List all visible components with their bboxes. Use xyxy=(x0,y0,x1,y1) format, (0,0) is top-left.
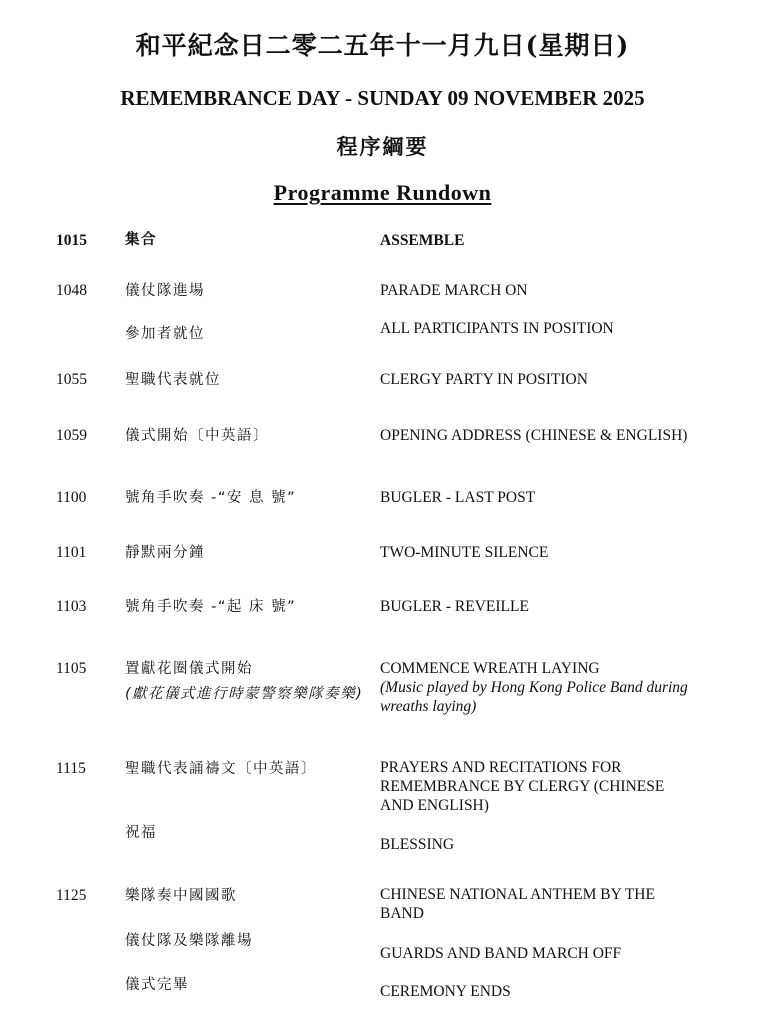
item-en: COMMENCE WREATH LAYING xyxy=(380,660,600,677)
item-time: 1125 xyxy=(56,887,87,904)
item-zh: 聖職代表誦禱文〔中英語〕 xyxy=(125,761,317,777)
item-en: PRAYERS AND RECITATIONS FOR REMEMBRANCE BY CLERGY (CHINESE AND ENGLISH) xyxy=(380,759,665,814)
item-time: 1100 xyxy=(56,489,87,506)
item-zh: 靜默兩分鐘 xyxy=(125,545,205,561)
subtitle-english xyxy=(0,180,765,206)
item-en: BLESSING xyxy=(380,836,455,853)
item-time: 1115 xyxy=(56,760,86,777)
item-time: 1101 xyxy=(56,544,87,561)
item-zh: 置獻花圈儀式開始 xyxy=(125,661,253,677)
item-en: CLERGY PARTY IN POSITION xyxy=(380,371,588,388)
title-chinese: 和平紀念日二零二五年十一月九日(星期日) xyxy=(135,31,630,60)
item-zh: 參加者就位 xyxy=(125,326,205,342)
item-zh: 集合 xyxy=(125,232,157,248)
item-en: ALL PARTICIPANTS IN POSITION xyxy=(380,320,614,337)
item-zh: 儀仗隊及樂隊離場 xyxy=(125,933,253,949)
item-en: GUARDS AND BAND MARCH OFF xyxy=(380,945,622,962)
item-zh-note: (獻花儀式進行時蒙警察樂隊奏樂) xyxy=(125,686,364,702)
item-en: CHINESE NATIONAL ANTHEM BY THE BAND xyxy=(380,886,655,922)
item-en: OPENING ADDRESS (CHINESE & ENGLISH) xyxy=(380,427,688,444)
item-en: BUGLER - REVEILLE xyxy=(380,598,529,615)
item-zh: 儀式開始〔中英語〕 xyxy=(125,428,269,444)
title-english: REMEMBRANCE DAY - SUNDAY 09 NOVEMBER 2025 xyxy=(120,86,645,110)
item-time: 1105 xyxy=(56,660,87,677)
item-time: 1048 xyxy=(56,282,87,299)
item-en: TWO-MINUTE SILENCE xyxy=(380,544,549,561)
item-en: CEREMONY ENDS xyxy=(380,983,511,1000)
programme-rundown-heading: Programme Rundown xyxy=(273,180,492,205)
item-zh: 聖職代表就位 xyxy=(125,372,221,388)
item-en: ASSEMBLE xyxy=(380,232,465,249)
item-time: 1103 xyxy=(56,598,87,615)
item-en: PARADE MARCH ON xyxy=(380,282,528,299)
item-zh: 儀仗隊進場 xyxy=(125,283,205,299)
item-zh: 樂隊奏中國國歌 xyxy=(125,888,237,904)
item-time: 1059 xyxy=(56,427,87,444)
item-zh: 儀式完畢 xyxy=(125,977,189,993)
item-zh: 號角手吹奏 -“起 床 號” xyxy=(125,599,297,615)
subtitle-chinese: 程序綱要 xyxy=(336,134,429,159)
item-zh: 祝福 xyxy=(125,825,157,841)
item-zh: 號角手吹奏 -“安 息 號” xyxy=(125,490,297,506)
item-en: BUGLER - LAST POST xyxy=(380,489,536,506)
item-time: 1055 xyxy=(56,371,87,388)
item-en-note: (Music played by Hong Kong Police Band during wreaths laying) xyxy=(380,679,688,715)
item-time: 1015 xyxy=(56,232,87,249)
